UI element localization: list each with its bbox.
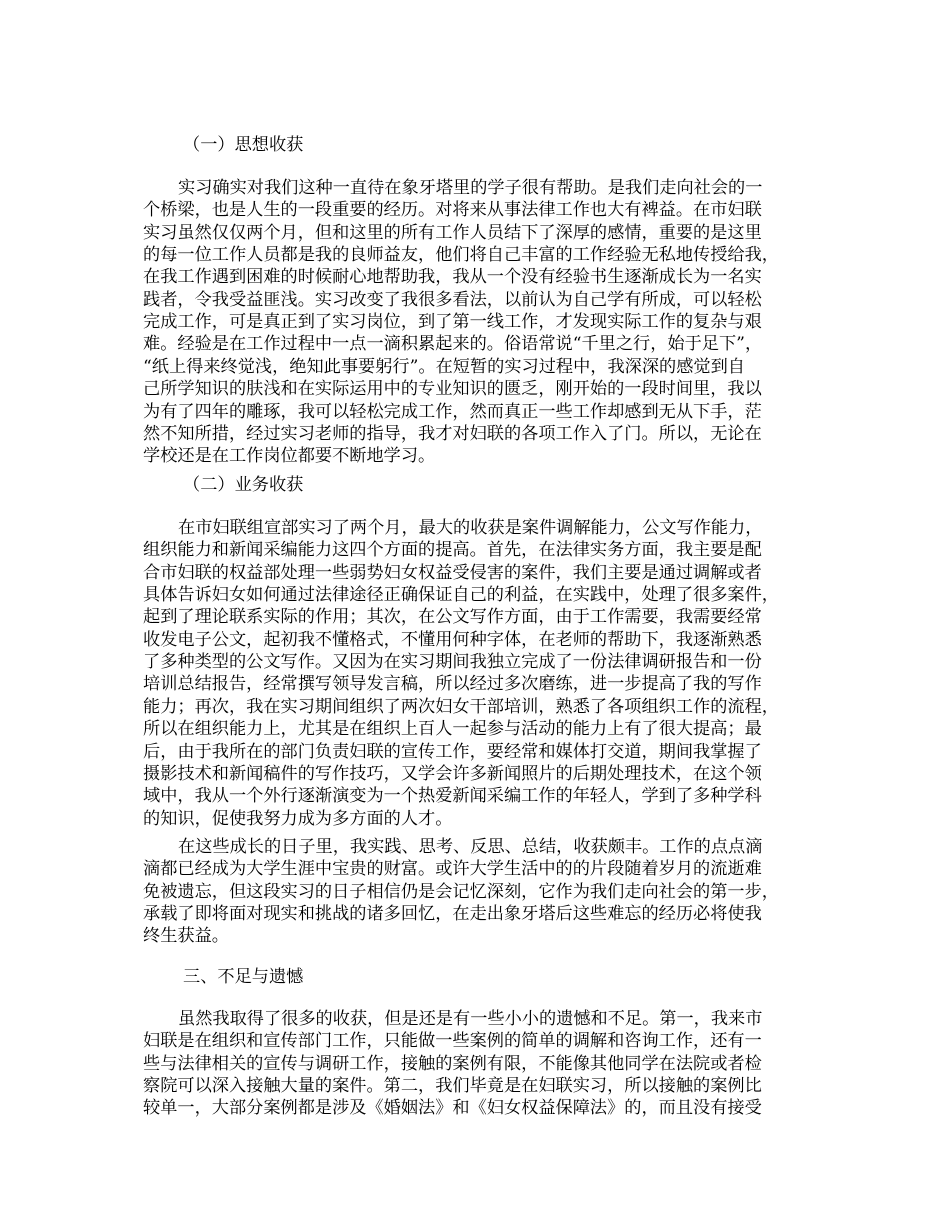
paragraph-line: 了多种类型的公文写作。又因为在实习期间我独立完成了一份法律调研报告和一份 [143, 652, 762, 673]
paragraph-line: 后，由于我所在的部门负责妇联的宣传工作，要经常和媒体打交道，期间我掌握了 [143, 741, 762, 762]
paragraph-line: 培训总结报告，经常撰写领导发言稿，所以经过多次磨练，进一步提高了我的写作 [143, 674, 762, 695]
paragraph-line: 起到了理论联系实际的作用；其次，在公文写作方面，由于工作需要，我需要经常 [143, 607, 762, 628]
paragraph-line: 然不知所措，经过实习老师的指导，我才对妇联的各项工作入了门。所以，无论在 [143, 423, 762, 444]
paragraph-line: “纸上得来终觉浅，绝知此事要躬行”。在短暂的实习过程中，我深深的感觉到自 [143, 356, 745, 377]
paragraph-line: 实习确实对我们这种一直待在象牙塔里的学子很有帮助。是我们走向社会的一 [178, 178, 763, 198]
paragraph-line: 合市妇联的权益部处理一些弱势妇女权益受侵害的案件，我们主要是通过调解或者 [143, 562, 762, 583]
paragraph-line: 个桥梁，也是人生的一段重要的经历。对将来从事法律工作也大有裨益。在市妇联 [143, 200, 762, 221]
section-heading: 三、不足与遗憾 [183, 967, 304, 987]
paragraph-line: 免被遗忘，但这段实习的日子相信仍是会记忆深刻，它作为我们走向社会的第一步， [143, 881, 779, 902]
paragraph-line: 摄影技术和新闻稿件的写作技巧，又学会许多新闻照片的后期处理技术，在这个领 [143, 763, 762, 784]
paragraph-line: 具体告诉妇女如何通过法律途径正确保证自己的利益，在实践中，处理了很多案件， [143, 585, 779, 606]
paragraph-line: 完成工作，可是真正到了实习岗位，到了第一线工作，才发现实际工作的复杂与艰 [143, 312, 762, 333]
paragraph-line: 能力；再次，我在实习期间组织了两次妇女干部培训，熟悉了各项组织工作的流程， [143, 696, 779, 717]
paragraph-line: 终生获益。 [143, 926, 229, 947]
paragraph-line: 域中，我从一个外行逐渐演变为一个热爱新闻采编工作的年轻人，学到了多种学科 [143, 786, 762, 807]
paragraph-line: 的每一位工作人员都是我的良师益友，他们将自己丰富的工作经验无私地传授给我， [143, 245, 779, 266]
paragraph-line: 学校还是在工作岗位都要不断地学习。 [143, 446, 436, 467]
paragraph-line: 所以在组织能力上，尤其是在组织上百人一起参与活动的能力上有了很大提高；最 [143, 719, 762, 740]
paragraph-line: 收发电子公文，起初我不懂格式，不懂用何种字体，在老师的帮助下，我逐渐熟悉 [143, 629, 762, 650]
paragraph-line: 践者，令我受益匪浅。实习改变了我很多看法，以前认为自己学有所成，可以轻松 [143, 289, 762, 310]
paragraph-line: 为有了四年的雕琢，我可以轻松完成工作，然而真正一些工作却感到无从下手，茫 [143, 401, 762, 422]
paragraph-line: 组织能力和新闻采编能力这四个方面的提高。首先，在法律实务方面，我主要是配 [143, 540, 762, 561]
paragraph-line: 妇联是在组织和宣传部门工作，只能做一些案例的简单的调解和咨询工作，还有一 [143, 1031, 762, 1052]
paragraph-line: 察院可以深入接触大量的案件。第二，我们毕竟是在妇联实习，所以接触的案例比 [143, 1076, 762, 1097]
paragraph-line: 在市妇联组宣部实习了两个月，最大的收获是案件调解能力，公文写作能力， [178, 518, 763, 538]
section-heading: （二）业务收获 [183, 475, 304, 495]
paragraph-line: 些与法律相关的宣传与调研工作，接触的案例有限，不能像其他同学在法院或者检 [143, 1053, 762, 1074]
paragraph-line: 难。经验是在工作过程中一点一滴积累起来的。俗语常说“千里之行，始于足下”， [143, 334, 763, 355]
paragraph-line: 己所学知识的肤浅和在实际运用中的专业知识的匮乏，刚开始的一段时间里，我以 [143, 379, 762, 400]
paragraph-line: 在我工作遇到困难的时候耐心地帮助我，我从一个没有经验书生逐渐成长为一名实 [143, 267, 762, 288]
paragraph-line: 承载了即将面对现实和挑战的诸多回忆，在走出象牙塔后这些难忘的经历必将使我 [143, 904, 762, 925]
section-heading: （一）思想收获 [183, 135, 304, 155]
paragraph-line: 实习虽然仅仅两个月，但和这里的所有工作人员结下了深厚的感情，重要的是这里 [143, 222, 762, 243]
paragraph-line: 较单一，大部分案例都是涉及《婚姻法》和《妇女权益保障法》的，而且没有接受 [143, 1098, 762, 1119]
paragraph-line: 的知识，促使我努力成为多方面的人才。 [143, 808, 453, 829]
paragraph-line: 虽然我取得了很多的收获，但是还是有一些小小的遗憾和不足。第一，我来市 [178, 1009, 763, 1029]
paragraph-line: 在这些成长的日子里，我实践、思考、反思、总结，收获颇丰。工作的点点滴 [178, 837, 763, 857]
paragraph-line: 滴都已经成为大学生涯中宝贵的财富。或许大学生活中的的片段随着岁月的流逝难 [143, 859, 762, 880]
